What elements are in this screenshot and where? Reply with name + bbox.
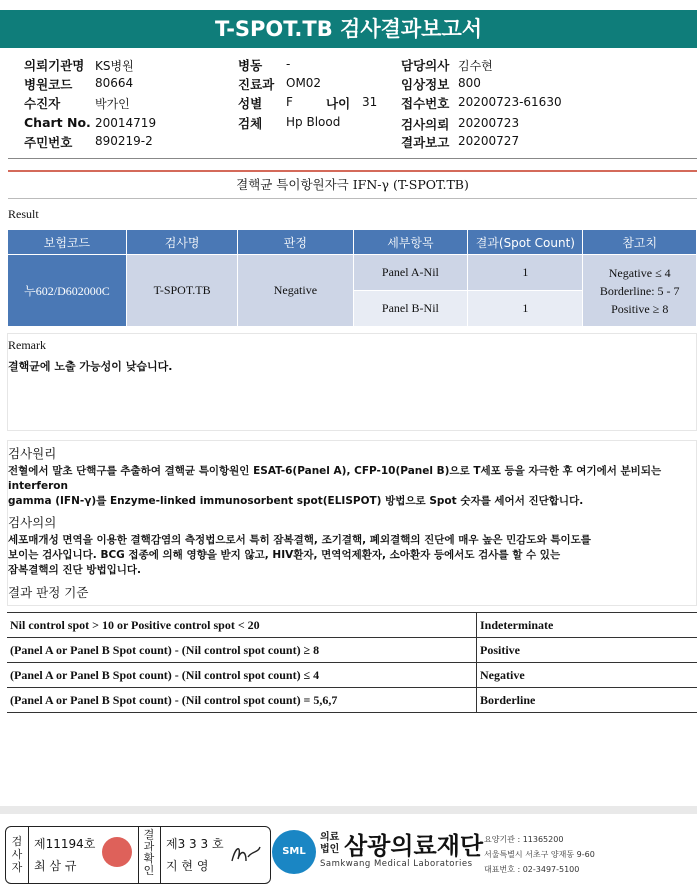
criteria-condition: (Panel A or Panel B Spot count) - (Nil control spot count) ≤ 4 bbox=[7, 663, 477, 688]
detail-item: Panel B-Nil bbox=[353, 291, 468, 327]
criteria-table bbox=[7, 612, 697, 713]
tester-license-no: 제11194호 bbox=[34, 837, 96, 851]
reference-positive: Positive ≥ 8 bbox=[611, 301, 669, 316]
receipt-value: 20200723-61630 bbox=[458, 95, 562, 109]
detail-value: 1 bbox=[468, 291, 583, 327]
criteria-result: Positive bbox=[477, 638, 697, 663]
criteria-result: Indeterminate bbox=[477, 613, 697, 638]
confirmer-license-no: 제3 3 3 호 bbox=[166, 837, 224, 851]
principle-line: gamma (IFN-γ)를 Enzyme-linked immunosorbent spot(ELISPOT) 방법으로 Spot 숫자를 세어서 진단합니다. bbox=[8, 495, 584, 507]
org-name: 삼광의료재단 bbox=[344, 832, 484, 860]
header-result: 결과(Spot Count) bbox=[468, 230, 583, 255]
age-label: 나이 bbox=[326, 96, 351, 111]
reference-negative: Negative ≤ 4 bbox=[608, 265, 671, 280]
result-table bbox=[7, 229, 697, 327]
principle-text bbox=[8, 464, 693, 509]
age-value: 31 bbox=[362, 95, 378, 109]
org-address: 서울특별시 서초구 양재동 9-60 bbox=[484, 850, 595, 859]
remark-box bbox=[7, 333, 697, 431]
criteria-condition: Nil control spot > 10 or Positive control spot < 20 bbox=[7, 613, 477, 638]
reference-borderline: Borderline: 5 - 7 bbox=[599, 283, 680, 298]
significance-line: 잠복결핵의 진단 방법입니다. bbox=[8, 564, 142, 576]
report-title: T-SPOT.TB 검사결과보고서 bbox=[0, 10, 697, 48]
chart-value: 20014719 bbox=[95, 116, 157, 130]
header-judgement: 판정 bbox=[238, 230, 353, 255]
patient-value: 박가인 bbox=[95, 97, 130, 111]
org-type: 의료 법인 bbox=[320, 832, 340, 855]
patient-label: 수진자 bbox=[24, 96, 61, 111]
divider bbox=[28, 827, 29, 883]
dept-label: 진료과 bbox=[238, 77, 275, 92]
header-insurance-code: 보험코드 bbox=[8, 230, 127, 255]
dept-value: OM02 bbox=[286, 76, 322, 90]
org-value: KS병원 bbox=[95, 59, 134, 73]
header-detail-item: 세부항목 bbox=[353, 230, 468, 255]
judgement: Negative bbox=[238, 255, 353, 327]
specimen-label: 검체 bbox=[238, 116, 263, 131]
section-title: 결핵균 특이항원자극 IFN-γ (T-SPOT.TB) bbox=[236, 177, 469, 192]
rrn-value: 890219-2 bbox=[95, 134, 153, 148]
result-header-row bbox=[8, 230, 697, 255]
receipt-label: 접수번호 bbox=[401, 96, 450, 111]
principle-line: 전혈에서 말초 단핵구를 추출하여 결핵균 특이항원인 ESAT-6(Panel A), CFP-10(Panel B)으로 T세포 등을 자극한 후 여기에서 분비되는 interferon bbox=[8, 465, 662, 492]
doctor-label: 담당의사 bbox=[401, 58, 450, 73]
signature-box bbox=[5, 826, 271, 884]
report-date-value: 20200727 bbox=[458, 134, 520, 148]
insurance-code: 누602/D602000C bbox=[8, 255, 127, 327]
header-test-name: 검사명 bbox=[126, 230, 237, 255]
header-reference: 참고치 bbox=[583, 230, 697, 255]
divider bbox=[138, 827, 139, 883]
criteria-result: Negative bbox=[477, 663, 697, 688]
signature-icon bbox=[228, 841, 264, 869]
rrn-label: 주민번호 bbox=[24, 135, 73, 150]
seal-stamp-icon bbox=[102, 837, 132, 867]
table-row bbox=[8, 255, 697, 291]
clinical-value: 800 bbox=[458, 76, 481, 90]
significance-title: 검사의의 bbox=[8, 515, 57, 530]
test-name: T-SPOT.TB bbox=[126, 255, 237, 327]
criteria-condition: (Panel A or Panel B Spot count) - (Nil control spot count) = 5,6,7 bbox=[7, 688, 477, 713]
criteria-condition: (Panel A or Panel B Spot count) - (Nil control spot count) ≥ 8 bbox=[7, 638, 477, 663]
divider bbox=[8, 198, 697, 199]
criteria-title: 결과 판정 기준 bbox=[8, 585, 89, 600]
divider bbox=[8, 158, 697, 159]
detail-item: Panel A-Nil bbox=[353, 255, 468, 291]
tester-vertical-label: 검 사 자 bbox=[11, 835, 23, 874]
result-label: Result bbox=[8, 207, 39, 221]
significance-text bbox=[8, 533, 693, 578]
confirmer-vertical-label: 결 과 확 인 bbox=[143, 828, 155, 877]
remark-label: Remark bbox=[8, 338, 46, 352]
table-row bbox=[7, 613, 697, 638]
ward-label: 병동 bbox=[238, 58, 263, 73]
sex-label: 성별 bbox=[238, 96, 263, 111]
detail-value: 1 bbox=[468, 255, 583, 291]
significance-line: 보이는 검사입니다. BCG 접종에 의해 영향을 받지 않고, HIV환자, 면역억제환자, 소아환자 등에서도 검사를 할 수 있는 bbox=[8, 549, 561, 561]
request-label: 검사의뢰 bbox=[401, 117, 450, 132]
principle-title: 검사원리 bbox=[8, 446, 57, 461]
hosp-code-label: 병원코드 bbox=[24, 77, 73, 92]
doctor-value: 김수현 bbox=[458, 59, 493, 73]
org-contact bbox=[484, 832, 595, 877]
confirmer-name: 지 현 영 bbox=[166, 859, 209, 873]
ward-value: - bbox=[286, 57, 291, 71]
specimen-value: Hp Blood bbox=[286, 115, 341, 129]
divider bbox=[160, 827, 161, 883]
clinical-label: 임상정보 bbox=[401, 77, 450, 92]
org-name-en: Samkwang Medical Laboratories bbox=[320, 859, 473, 869]
table-row bbox=[7, 638, 697, 663]
org-code: 요양기관 : 11365200 bbox=[484, 835, 564, 844]
reference-range bbox=[583, 255, 697, 327]
sml-logo-icon: SML bbox=[272, 830, 316, 874]
table-row bbox=[7, 663, 697, 688]
tester-name: 최 삼 규 bbox=[34, 859, 77, 873]
report-date-label: 결과보고 bbox=[401, 135, 450, 150]
significance-line: 세포매개성 면역을 이용한 결핵감염의 측정법으로서 특히 잠복결핵, 조기결핵, 폐외결핵의 진단에 매우 높은 민감도와 특이도를 bbox=[8, 534, 591, 546]
hosp-code-value: 80664 bbox=[95, 76, 134, 90]
remark-text: 결핵균에 노출 가능성이 낮습니다. bbox=[8, 360, 173, 373]
footer-divider bbox=[0, 806, 697, 814]
org-phone: 대표번호 : 02-3497-5100 bbox=[484, 865, 580, 874]
table-row bbox=[7, 688, 697, 713]
chart-label: Chart No. bbox=[24, 115, 91, 130]
criteria-result: Borderline bbox=[477, 688, 697, 713]
org-label: 의뢰기관명 bbox=[24, 58, 85, 73]
request-value: 20200723 bbox=[458, 116, 520, 130]
sex-value: F bbox=[286, 95, 293, 109]
